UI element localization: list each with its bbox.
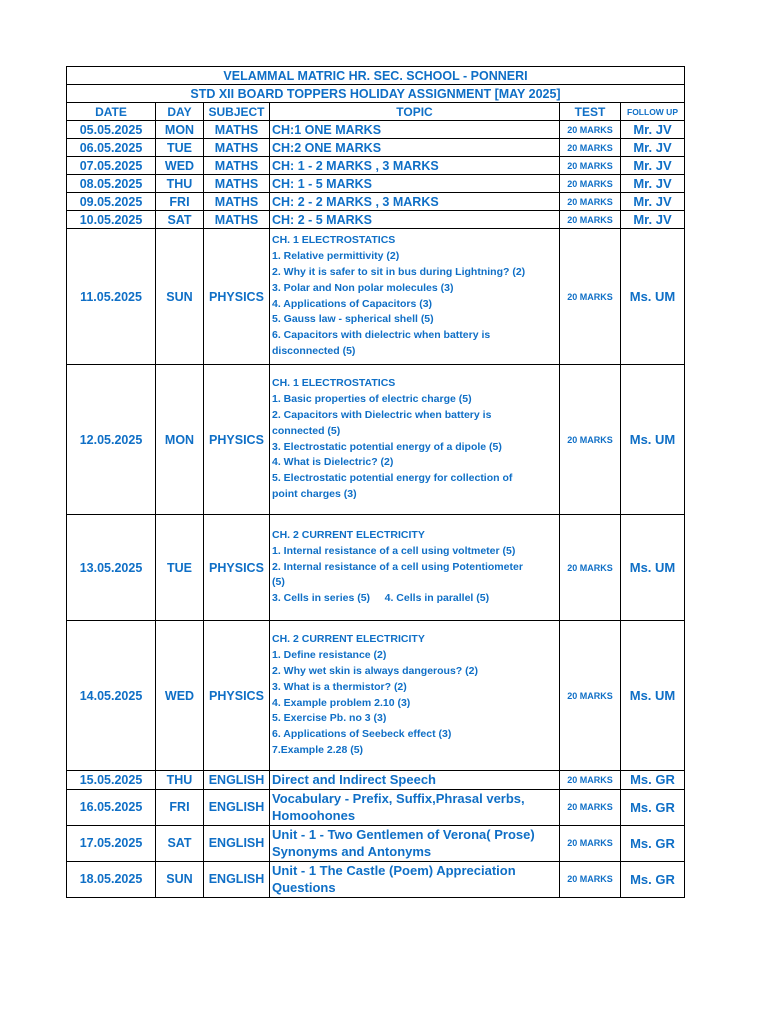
day-cell: THU [156,175,204,193]
follow-up-cell: Ms. UM [621,621,685,771]
topic-line: 5. Electrostatic potential energy for collection of [272,472,513,485]
topic-line: Questions [272,880,336,895]
subject-cell: PHYSICS [204,515,270,621]
test-cell: 20 MARKS [560,825,621,861]
follow-up-cell: Mr. JV [621,157,685,175]
subject-cell: MATHS [204,121,270,139]
test-cell: 20 MARKS [560,229,621,365]
subject-cell: ENGLISH [204,771,270,790]
topic-line: CH. 2 CURRENT ELECTRICITY [272,529,425,541]
topic-line: 5. Gauss law - spherical shell (5) [272,313,434,326]
topic-line: 5. Exercise Pb. no 3 (3) [272,712,387,725]
test-cell: 20 MARKS [560,789,621,825]
day-cell: TUE [156,515,204,621]
table-row [67,771,685,790]
topic-line: CH. 2 CURRENT ELECTRICITY [272,633,425,646]
topic-line: Vocabulary - Prefix, Suffix,Phrasal verbs, [272,790,525,806]
day-cell: MON [156,365,204,515]
subject-cell: MATHS [204,211,270,229]
topic-line: Unit - 1 The Castle (Poem) Appreciation [272,862,516,878]
topic-line: 3. Polar and Non polar molecules (3) [272,281,454,294]
header-subject: SUBJECT [204,103,270,121]
day-cell: WED [156,157,204,175]
topic-line: 6. Capacitors with dielectric when battery is [272,329,491,342]
school-name: VELAMMAL MATRIC HR. SEC. SCHOOL - PONNERI [67,67,685,85]
assignment-sheet [66,66,684,898]
table-row [67,121,685,139]
topic-line: 1. Basic properties of electric charge (5) [272,393,472,406]
table-row [67,825,685,861]
table-row [67,211,685,229]
follow-up-cell: Ms. UM [621,515,685,621]
day-cell: SAT [156,211,204,229]
topic-cell: CH: 1 - 5 MARKS [270,175,560,193]
subject-cell: ENGLISH [204,825,270,861]
day-cell: SUN [156,229,204,365]
topic-cell: CH:2 ONE MARKS [270,139,560,157]
topic-cell: CH: 1 - 2 MARKS , 3 MARKS [270,157,560,175]
table-row [67,139,685,157]
day-cell: MON [156,121,204,139]
header-follow-up: FOLLOW UP [621,103,685,121]
header-row [67,103,685,121]
topic-cell: CH: 2 - 2 MARKS , 3 MARKS [270,193,560,211]
topic-line: 4. Applications of Capacitors (3) [272,297,433,310]
topic-line: CH. 1 ELECTROSTATICS [272,234,396,247]
date-cell: 17.05.2025 [67,825,156,861]
topic-line: 2. Capacitors with Dielectric when battery is [272,408,492,421]
subject-cell: ENGLISH [204,789,270,825]
topic-line: point charges (3) [272,487,357,500]
table-row [67,193,685,211]
day-cell: FRI [156,193,204,211]
follow-up-cell: Mr. JV [621,121,685,139]
test-cell: 20 MARKS [560,139,621,157]
table-row [67,621,685,771]
topic-line: 4. What is Dielectric? (2) [272,456,394,469]
day-cell: THU [156,771,204,790]
topic-line: Synonyms and Antonyms [272,844,432,859]
topic-cell [270,621,560,771]
test-cell: 20 MARKS [560,193,621,211]
topic-line: (5) [272,576,285,589]
date-cell: 12.05.2025 [67,365,156,515]
topic-line: Homoohones [272,808,356,823]
test-cell: 20 MARKS [560,365,621,515]
follow-up-cell: Mr. JV [621,139,685,157]
topic-line: 1. Internal resistance of a cell using voltmeter (5) [272,544,516,557]
header-day: DAY [156,103,204,121]
topic-line: 3. Electrostatic potential energy of a dipole (5) [272,440,502,453]
topic-cell [270,229,560,365]
subject-cell: MATHS [204,157,270,175]
table-row [67,365,685,515]
test-cell: 20 MARKS [560,621,621,771]
date-cell: 13.05.2025 [67,515,156,621]
topic-line: disconnected (5) [272,344,356,357]
date-cell: 07.05.2025 [67,157,156,175]
date-cell: 09.05.2025 [67,193,156,211]
topic-line: 1. Relative permittivity (2) [272,250,400,263]
header-test: TEST [560,103,621,121]
date-cell: 16.05.2025 [67,789,156,825]
header-date: DATE [67,103,156,121]
table-row [67,229,685,365]
follow-up-cell: Ms. GR [621,789,685,825]
subject-cell: MATHS [204,139,270,157]
topic-line: 2. Why wet skin is always dangerous? (2) [272,664,478,677]
table-row [67,175,685,193]
topic-line: 2. Why it is safer to sit in bus during Lightning? (2) [272,265,526,278]
day-cell: SUN [156,861,204,897]
test-cell: 20 MARKS [560,515,621,621]
test-cell: 20 MARKS [560,771,621,790]
test-cell: 20 MARKS [560,211,621,229]
day-cell: WED [156,621,204,771]
subject-cell: ENGLISH [204,861,270,897]
subject-cell: PHYSICS [204,229,270,365]
day-cell: TUE [156,139,204,157]
topic-line: 1. Define resistance (2) [272,649,387,662]
subject-cell: PHYSICS [204,365,270,515]
follow-up-cell: Ms. GR [621,771,685,790]
topic-cell [270,789,560,825]
test-cell: 20 MARKS [560,861,621,897]
follow-up-cell: Ms. UM [621,365,685,515]
subject-cell: MATHS [204,175,270,193]
topic-cell [270,771,560,790]
day-cell: SAT [156,825,204,861]
subject-cell: MATHS [204,193,270,211]
topic-cell: CH: 2 - 5 MARKS [270,211,560,229]
test-cell: 20 MARKS [560,121,621,139]
table-row [67,157,685,175]
table-row [67,789,685,825]
follow-up-cell: Mr. JV [621,175,685,193]
topic-cell: CH:1 ONE MARKS [270,121,560,139]
topic-line: CH. 1 ELECTROSTATICS [272,377,396,390]
topic-cell [270,365,560,515]
topic-line: Direct and Indirect Speech [272,772,436,787]
topic-line: 7.Example 2.28 (5) [272,743,364,756]
date-cell: 18.05.2025 [67,861,156,897]
assignment-table [66,66,685,898]
topic-line: 2. Internal resistance of a cell using Potentiometer [272,560,523,573]
topic-cell [270,861,560,897]
topic-line: Unit - 1 - Two Gentlemen of Verona( Prose) [272,826,535,842]
day-cell: FRI [156,789,204,825]
header-topic: TOPIC [270,103,560,121]
test-cell: 20 MARKS [560,157,621,175]
topic-line: 6. Applications of Seebeck effect (3) [272,728,452,741]
topic-line: 4. Example problem 2.10 (3) [272,696,411,709]
test-cell: 20 MARKS [560,175,621,193]
table-row [67,861,685,897]
topic-cell [270,515,560,621]
date-cell: 14.05.2025 [67,621,156,771]
date-cell: 05.05.2025 [67,121,156,139]
table-row [67,515,685,621]
date-cell: 08.05.2025 [67,175,156,193]
topic-line: 3. What is a thermistor? (2) [272,680,407,693]
follow-up-cell: Mr. JV [621,211,685,229]
follow-up-cell: Mr. JV [621,193,685,211]
date-cell: 06.05.2025 [67,139,156,157]
follow-up-cell: Ms. GR [621,825,685,861]
date-cell: 11.05.2025 [67,229,156,365]
follow-up-cell: Ms. UM [621,229,685,365]
topic-line: connected (5) [272,424,341,437]
date-cell: 10.05.2025 [67,211,156,229]
follow-up-cell: Ms. GR [621,861,685,897]
assignment-title: STD XII BOARD TOPPERS HOLIDAY ASSIGNMENT [MAY 2025] [67,85,685,103]
topic-cell [270,825,560,861]
subject-cell: PHYSICS [204,621,270,771]
date-cell: 15.05.2025 [67,771,156,790]
topic-line: 3. Cells in series (5) 4. Cells in parallel (5) [272,592,490,605]
